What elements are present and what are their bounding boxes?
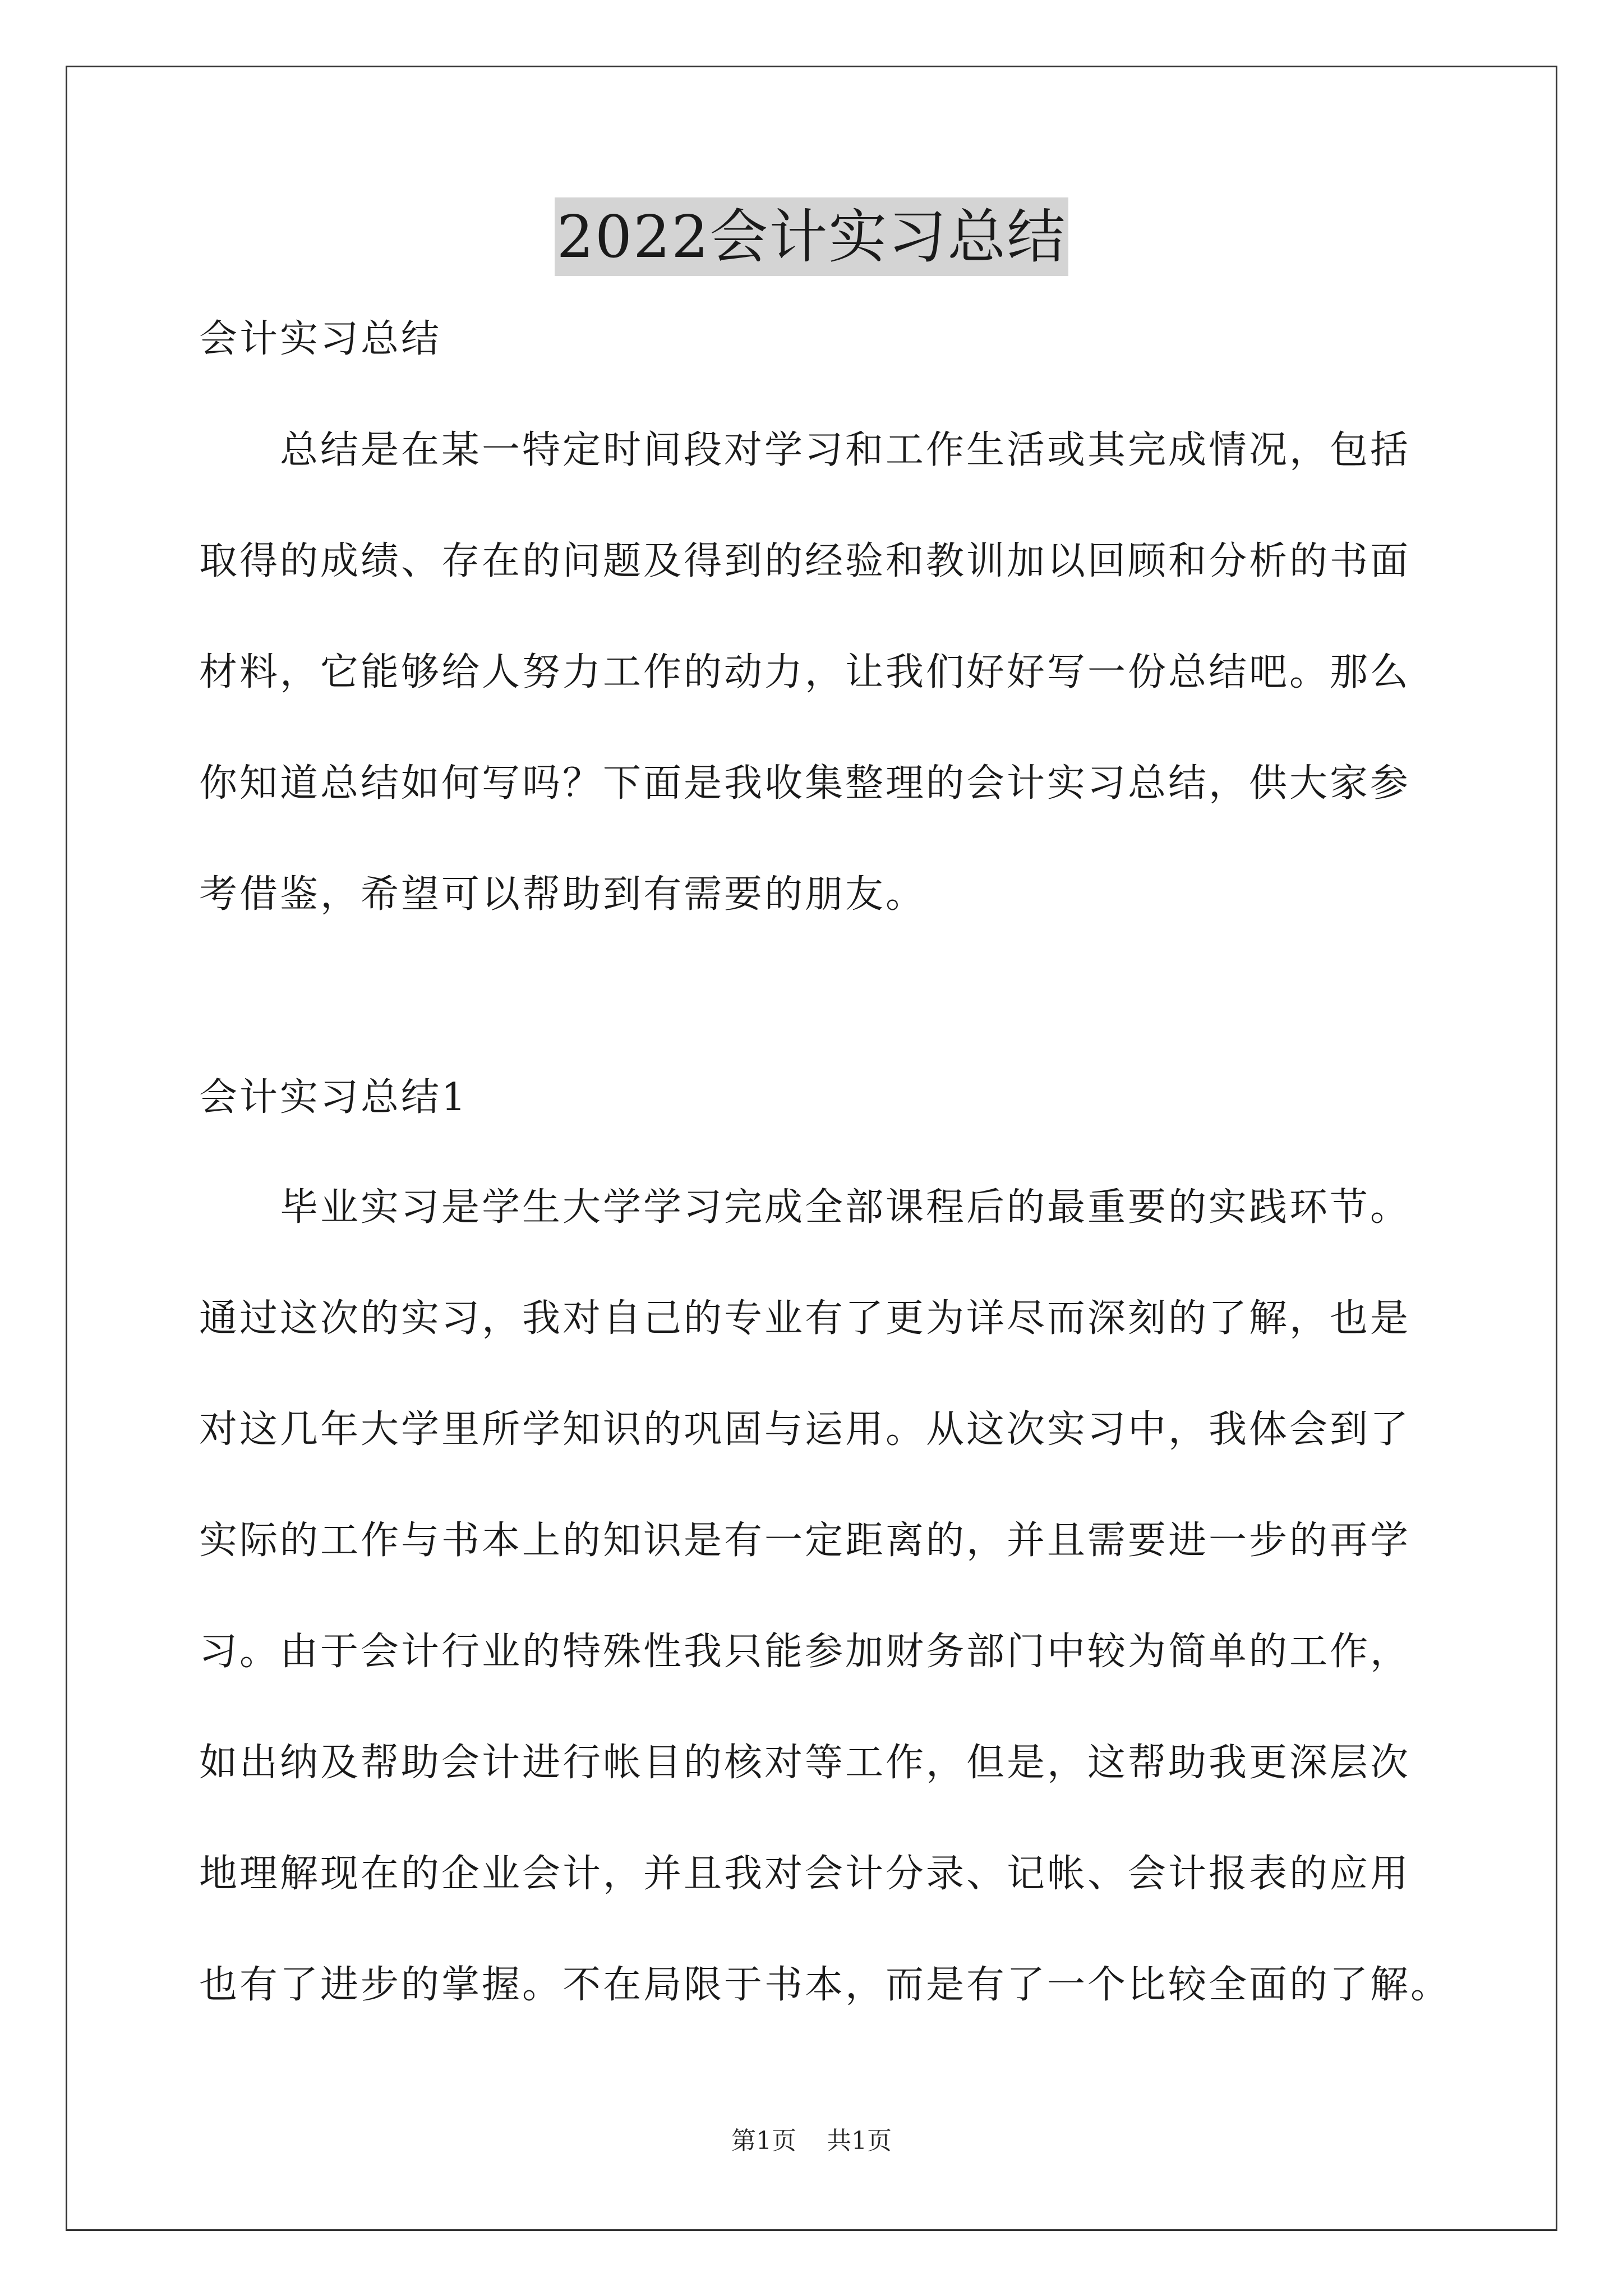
body-line: 也有了进步的掌握。不在局限于书本，而是有了一个比较全面的了解。 bbox=[199, 1963, 1451, 2007]
page-total: 共1页 bbox=[827, 2127, 892, 2155]
body-line: 对这几年大学里所学知识的巩固与运用。从这次实习中，我体会到了 bbox=[199, 1407, 1411, 1452]
body-line: 通过这次的实习，我对自己的专业有了更为详尽而深刻的了解，也是 bbox=[199, 1296, 1411, 1341]
body-line: 实际的工作与书本上的知识是有一定距离的，并且需要进一步的再学 bbox=[199, 1519, 1411, 1563]
intro-line: 考借鉴，希望可以帮助到有需要的朋友。 bbox=[199, 872, 926, 917]
sub-heading: 会计实习总结1 bbox=[199, 1075, 468, 1120]
page-border bbox=[66, 66, 1557, 2231]
title-container bbox=[0, 197, 1623, 276]
intro-line: 材料，它能够给人努力工作的动力，让我们好好写一份总结吧。那么 bbox=[199, 650, 1411, 694]
body-line: 习。由于会计行业的特殊性我只能参加财务部门中较为简单的工作， bbox=[199, 1630, 1411, 1674]
body-line: 毕业实习是学生大学学习完成全部课程后的最重要的实践环节。 bbox=[280, 1185, 1411, 1230]
document-title: 2022会计实习总结 bbox=[555, 197, 1069, 276]
page-number: 第1页 bbox=[731, 2127, 796, 2155]
body-line: 地理解现在的企业会计，并且我对会计分录、记帐、会计报表的应用 bbox=[199, 1852, 1411, 1896]
intro-line: 总结是在某一特定时间段对学习和工作生活或其完成情况，包括 bbox=[280, 428, 1411, 472]
intro-line: 取得的成绩、存在的问题及得到的经验和教训加以回顾和分析的书面 bbox=[199, 539, 1411, 583]
intro-line: 你知道总结如何写吗？下面是我收集整理的会计实习总结，供大家参 bbox=[199, 761, 1411, 806]
body-line: 如出纳及帮助会计进行帐目的核对等工作，但是，这帮助我更深层次 bbox=[199, 1741, 1411, 1785]
page-footer bbox=[0, 2120, 1623, 2156]
section-heading: 会计实习总结 bbox=[199, 317, 442, 361]
